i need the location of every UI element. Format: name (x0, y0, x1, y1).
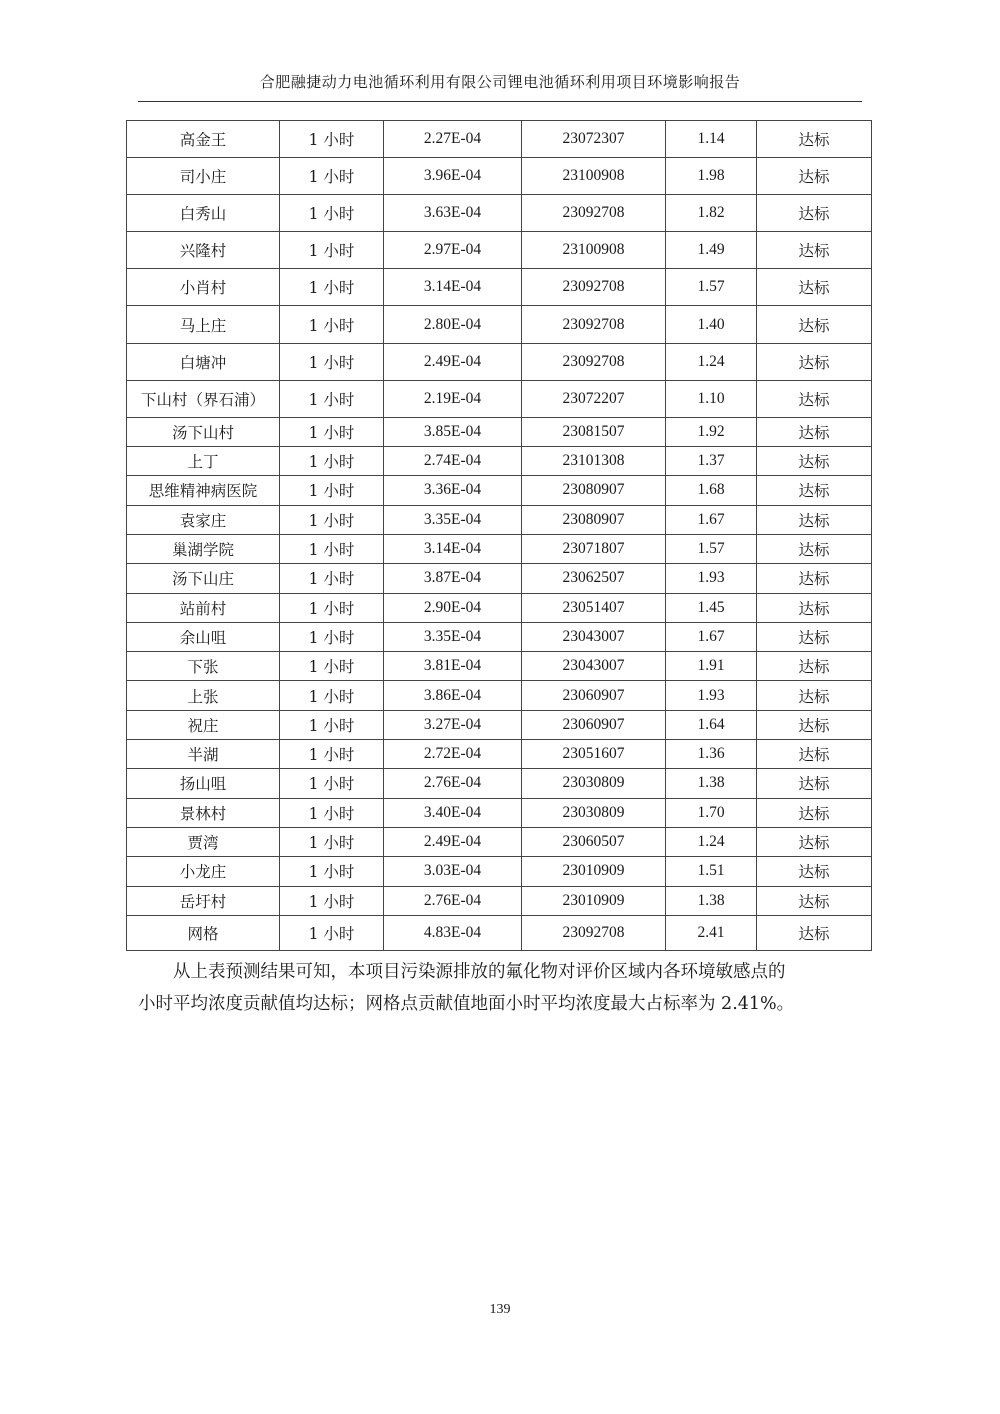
ratio-cell: 1.37 (666, 447, 757, 476)
table-row (127, 534, 872, 563)
site-cell: 小龙庄 (127, 857, 280, 886)
concentration-cell: 3.03E-04 (384, 857, 522, 886)
status-cell: 达标 (757, 343, 872, 380)
ratio-cell: 2.41 (666, 915, 757, 950)
ratio-cell: 1.49 (666, 232, 757, 269)
ratio-cell: 1.36 (666, 740, 757, 769)
table-row (127, 306, 872, 343)
status-cell: 达标 (757, 652, 872, 681)
page-number: 139 (489, 1302, 511, 1317)
period-cell: 1 小时 (280, 417, 384, 446)
occurrence-time-cell: 23092708 (522, 195, 666, 232)
table-row (127, 886, 872, 915)
table-row (127, 857, 872, 886)
period-cell: 1 小时 (280, 505, 384, 534)
period-cell: 1 小时 (280, 652, 384, 681)
table-row (127, 380, 872, 417)
table-row (127, 564, 872, 593)
ratio-cell: 1.45 (666, 593, 757, 622)
period-cell: 1 小时 (280, 681, 384, 710)
concentration-cell: 2.49E-04 (384, 827, 522, 856)
concentration-cell: 2.97E-04 (384, 232, 522, 269)
period-cell: 1 小时 (280, 915, 384, 950)
table-row (127, 622, 872, 651)
ratio-cell: 1.51 (666, 857, 757, 886)
period-cell: 1 小时 (280, 564, 384, 593)
period-cell: 1 小时 (280, 740, 384, 769)
ratio-cell: 1.64 (666, 710, 757, 739)
period-cell: 1 小时 (280, 622, 384, 651)
occurrence-time-cell: 23100908 (522, 232, 666, 269)
site-cell: 兴隆村 (127, 232, 280, 269)
site-cell: 高金王 (127, 121, 280, 158)
ratio-cell: 1.38 (666, 769, 757, 798)
period-cell: 1 小时 (280, 534, 384, 563)
site-cell: 祝庄 (127, 710, 280, 739)
status-cell: 达标 (757, 622, 872, 651)
occurrence-time-cell: 23043007 (522, 652, 666, 681)
period-cell: 1 小时 (280, 447, 384, 476)
concentration-cell: 3.96E-04 (384, 158, 522, 195)
status-cell: 达标 (757, 886, 872, 915)
conclusion-paragraph (138, 956, 862, 1020)
occurrence-time-cell: 23060507 (522, 827, 666, 856)
occurrence-time-cell: 23072307 (522, 121, 666, 158)
concentration-cell: 2.90E-04 (384, 593, 522, 622)
concentration-cell: 3.86E-04 (384, 681, 522, 710)
ratio-cell: 1.40 (666, 306, 757, 343)
occurrence-time-cell: 23092708 (522, 306, 666, 343)
table-row (127, 343, 872, 380)
table-row (127, 593, 872, 622)
status-cell: 达标 (757, 447, 872, 476)
ratio-cell: 1.91 (666, 652, 757, 681)
table-row (127, 652, 872, 681)
table-row (127, 710, 872, 739)
ratio-cell: 1.67 (666, 505, 757, 534)
status-cell: 达标 (757, 593, 872, 622)
table-row (127, 681, 872, 710)
table-row (127, 827, 872, 856)
ratio-cell: 1.93 (666, 681, 757, 710)
table-row (127, 769, 872, 798)
period-cell: 1 小时 (280, 269, 384, 306)
table-row (127, 505, 872, 534)
period-cell: 1 小时 (280, 195, 384, 232)
occurrence-time-cell: 23060907 (522, 681, 666, 710)
ratio-cell: 1.57 (666, 269, 757, 306)
table-row (127, 195, 872, 232)
ratio-cell: 1.10 (666, 380, 757, 417)
status-cell: 达标 (757, 798, 872, 827)
occurrence-time-cell: 23092708 (522, 343, 666, 380)
table-row (127, 121, 872, 158)
period-cell: 1 小时 (280, 857, 384, 886)
concentration-cell: 3.14E-04 (384, 534, 522, 563)
ratio-cell: 1.93 (666, 564, 757, 593)
occurrence-time-cell: 23101308 (522, 447, 666, 476)
period-cell: 1 小时 (280, 886, 384, 915)
concentration-cell: 2.76E-04 (384, 769, 522, 798)
occurrence-time-cell: 23030809 (522, 769, 666, 798)
occurrence-time-cell: 23072207 (522, 380, 666, 417)
concentration-cell: 2.74E-04 (384, 447, 522, 476)
table-row (127, 232, 872, 269)
status-cell: 达标 (757, 269, 872, 306)
occurrence-time-cell: 23030809 (522, 798, 666, 827)
report-header-title: 合肥融捷动力电池循环利用有限公司锂电池循环利用项目环境影响报告 (259, 73, 741, 91)
occurrence-time-cell: 23092708 (522, 915, 666, 950)
status-cell: 达标 (757, 681, 872, 710)
occurrence-time-cell: 23051607 (522, 740, 666, 769)
status-cell: 达标 (757, 476, 872, 505)
concentration-cell: 2.76E-04 (384, 886, 522, 915)
status-cell: 达标 (757, 505, 872, 534)
concentration-cell: 3.35E-04 (384, 622, 522, 651)
occurrence-time-cell: 23080907 (522, 476, 666, 505)
concentration-cell: 3.14E-04 (384, 269, 522, 306)
concentration-cell: 4.83E-04 (384, 915, 522, 950)
site-cell: 马上庄 (127, 306, 280, 343)
ratio-cell: 1.82 (666, 195, 757, 232)
period-cell: 1 小时 (280, 593, 384, 622)
concentration-cell: 3.27E-04 (384, 710, 522, 739)
concentration-cell: 2.19E-04 (384, 380, 522, 417)
occurrence-time-cell: 23043007 (522, 622, 666, 651)
occurrence-time-cell: 23010909 (522, 886, 666, 915)
site-cell: 下山村（界石浦） (127, 380, 280, 417)
period-cell: 1 小时 (280, 476, 384, 505)
site-cell: 汤下山村 (127, 417, 280, 446)
site-cell: 岳圩村 (127, 886, 280, 915)
site-cell: 扬山咀 (127, 769, 280, 798)
site-cell: 巢湖学院 (127, 534, 280, 563)
status-cell: 达标 (757, 417, 872, 446)
prediction-results-table (126, 120, 872, 951)
concentration-cell: 2.27E-04 (384, 121, 522, 158)
period-cell: 1 小时 (280, 380, 384, 417)
status-cell: 达标 (757, 915, 872, 950)
site-cell: 汤下山庄 (127, 564, 280, 593)
table-row (127, 740, 872, 769)
period-cell: 1 小时 (280, 827, 384, 856)
site-cell: 站前村 (127, 593, 280, 622)
period-cell: 1 小时 (280, 769, 384, 798)
table-row (127, 158, 872, 195)
status-cell: 达标 (757, 195, 872, 232)
concentration-cell: 3.63E-04 (384, 195, 522, 232)
conclusion-line-1: 从上表预测结果可知，本项目污染源排放的氟化物对评价区域内各环境敏感点的 (173, 962, 786, 982)
site-cell: 网格 (127, 915, 280, 950)
status-cell: 达标 (757, 827, 872, 856)
period-cell: 1 小时 (280, 306, 384, 343)
ratio-cell: 1.57 (666, 534, 757, 563)
status-cell: 达标 (757, 232, 872, 269)
concentration-cell: 3.35E-04 (384, 505, 522, 534)
ratio-cell: 1.14 (666, 121, 757, 158)
table-body (127, 121, 872, 951)
occurrence-time-cell: 23051407 (522, 593, 666, 622)
concentration-cell: 2.72E-04 (384, 740, 522, 769)
ratio-cell: 1.24 (666, 343, 757, 380)
conclusion-line-2: 小时平均浓度贡献值均达标；网格点贡献值地面小时平均浓度最大占标率为 2.41%。 (138, 994, 795, 1014)
occurrence-time-cell: 23081507 (522, 417, 666, 446)
ratio-cell: 1.70 (666, 798, 757, 827)
status-cell: 达标 (757, 740, 872, 769)
period-cell: 1 小时 (280, 798, 384, 827)
concentration-cell: 3.87E-04 (384, 564, 522, 593)
occurrence-time-cell: 23062507 (522, 564, 666, 593)
ratio-cell: 1.38 (666, 886, 757, 915)
status-cell: 达标 (757, 710, 872, 739)
table-row (127, 417, 872, 446)
occurrence-time-cell: 23092708 (522, 269, 666, 306)
concentration-cell: 3.81E-04 (384, 652, 522, 681)
occurrence-time-cell: 23100908 (522, 158, 666, 195)
period-cell: 1 小时 (280, 158, 384, 195)
occurrence-time-cell: 23080907 (522, 505, 666, 534)
site-cell: 小肖村 (127, 269, 280, 306)
status-cell: 达标 (757, 564, 872, 593)
period-cell: 1 小时 (280, 121, 384, 158)
concentration-cell: 3.40E-04 (384, 798, 522, 827)
concentration-cell: 2.49E-04 (384, 343, 522, 380)
site-cell: 上张 (127, 681, 280, 710)
site-cell: 思维精神病医院 (127, 476, 280, 505)
status-cell: 达标 (757, 769, 872, 798)
status-cell: 达标 (757, 380, 872, 417)
header-divider (138, 101, 862, 102)
status-cell: 达标 (757, 121, 872, 158)
table-row (127, 269, 872, 306)
ratio-cell: 1.24 (666, 827, 757, 856)
status-cell: 达标 (757, 857, 872, 886)
concentration-cell: 3.36E-04 (384, 476, 522, 505)
table-row (127, 915, 872, 950)
period-cell: 1 小时 (280, 232, 384, 269)
site-cell: 袁家庄 (127, 505, 280, 534)
ratio-cell: 1.92 (666, 417, 757, 446)
site-cell: 景林村 (127, 798, 280, 827)
table-row (127, 447, 872, 476)
period-cell: 1 小时 (280, 710, 384, 739)
status-cell: 达标 (757, 306, 872, 343)
period-cell: 1 小时 (280, 343, 384, 380)
site-cell: 白塘冲 (127, 343, 280, 380)
ratio-cell: 1.67 (666, 622, 757, 651)
site-cell: 白秀山 (127, 195, 280, 232)
site-cell: 余山咀 (127, 622, 280, 651)
concentration-cell: 3.85E-04 (384, 417, 522, 446)
status-cell: 达标 (757, 534, 872, 563)
occurrence-time-cell: 23071807 (522, 534, 666, 563)
status-cell: 达标 (757, 158, 872, 195)
site-cell: 贾湾 (127, 827, 280, 856)
site-cell: 下张 (127, 652, 280, 681)
ratio-cell: 1.68 (666, 476, 757, 505)
site-cell: 司小庄 (127, 158, 280, 195)
concentration-cell: 2.80E-04 (384, 306, 522, 343)
table-row (127, 798, 872, 827)
table-row (127, 476, 872, 505)
occurrence-time-cell: 23010909 (522, 857, 666, 886)
site-cell: 上丁 (127, 447, 280, 476)
site-cell: 半湖 (127, 740, 280, 769)
occurrence-time-cell: 23060907 (522, 710, 666, 739)
ratio-cell: 1.98 (666, 158, 757, 195)
